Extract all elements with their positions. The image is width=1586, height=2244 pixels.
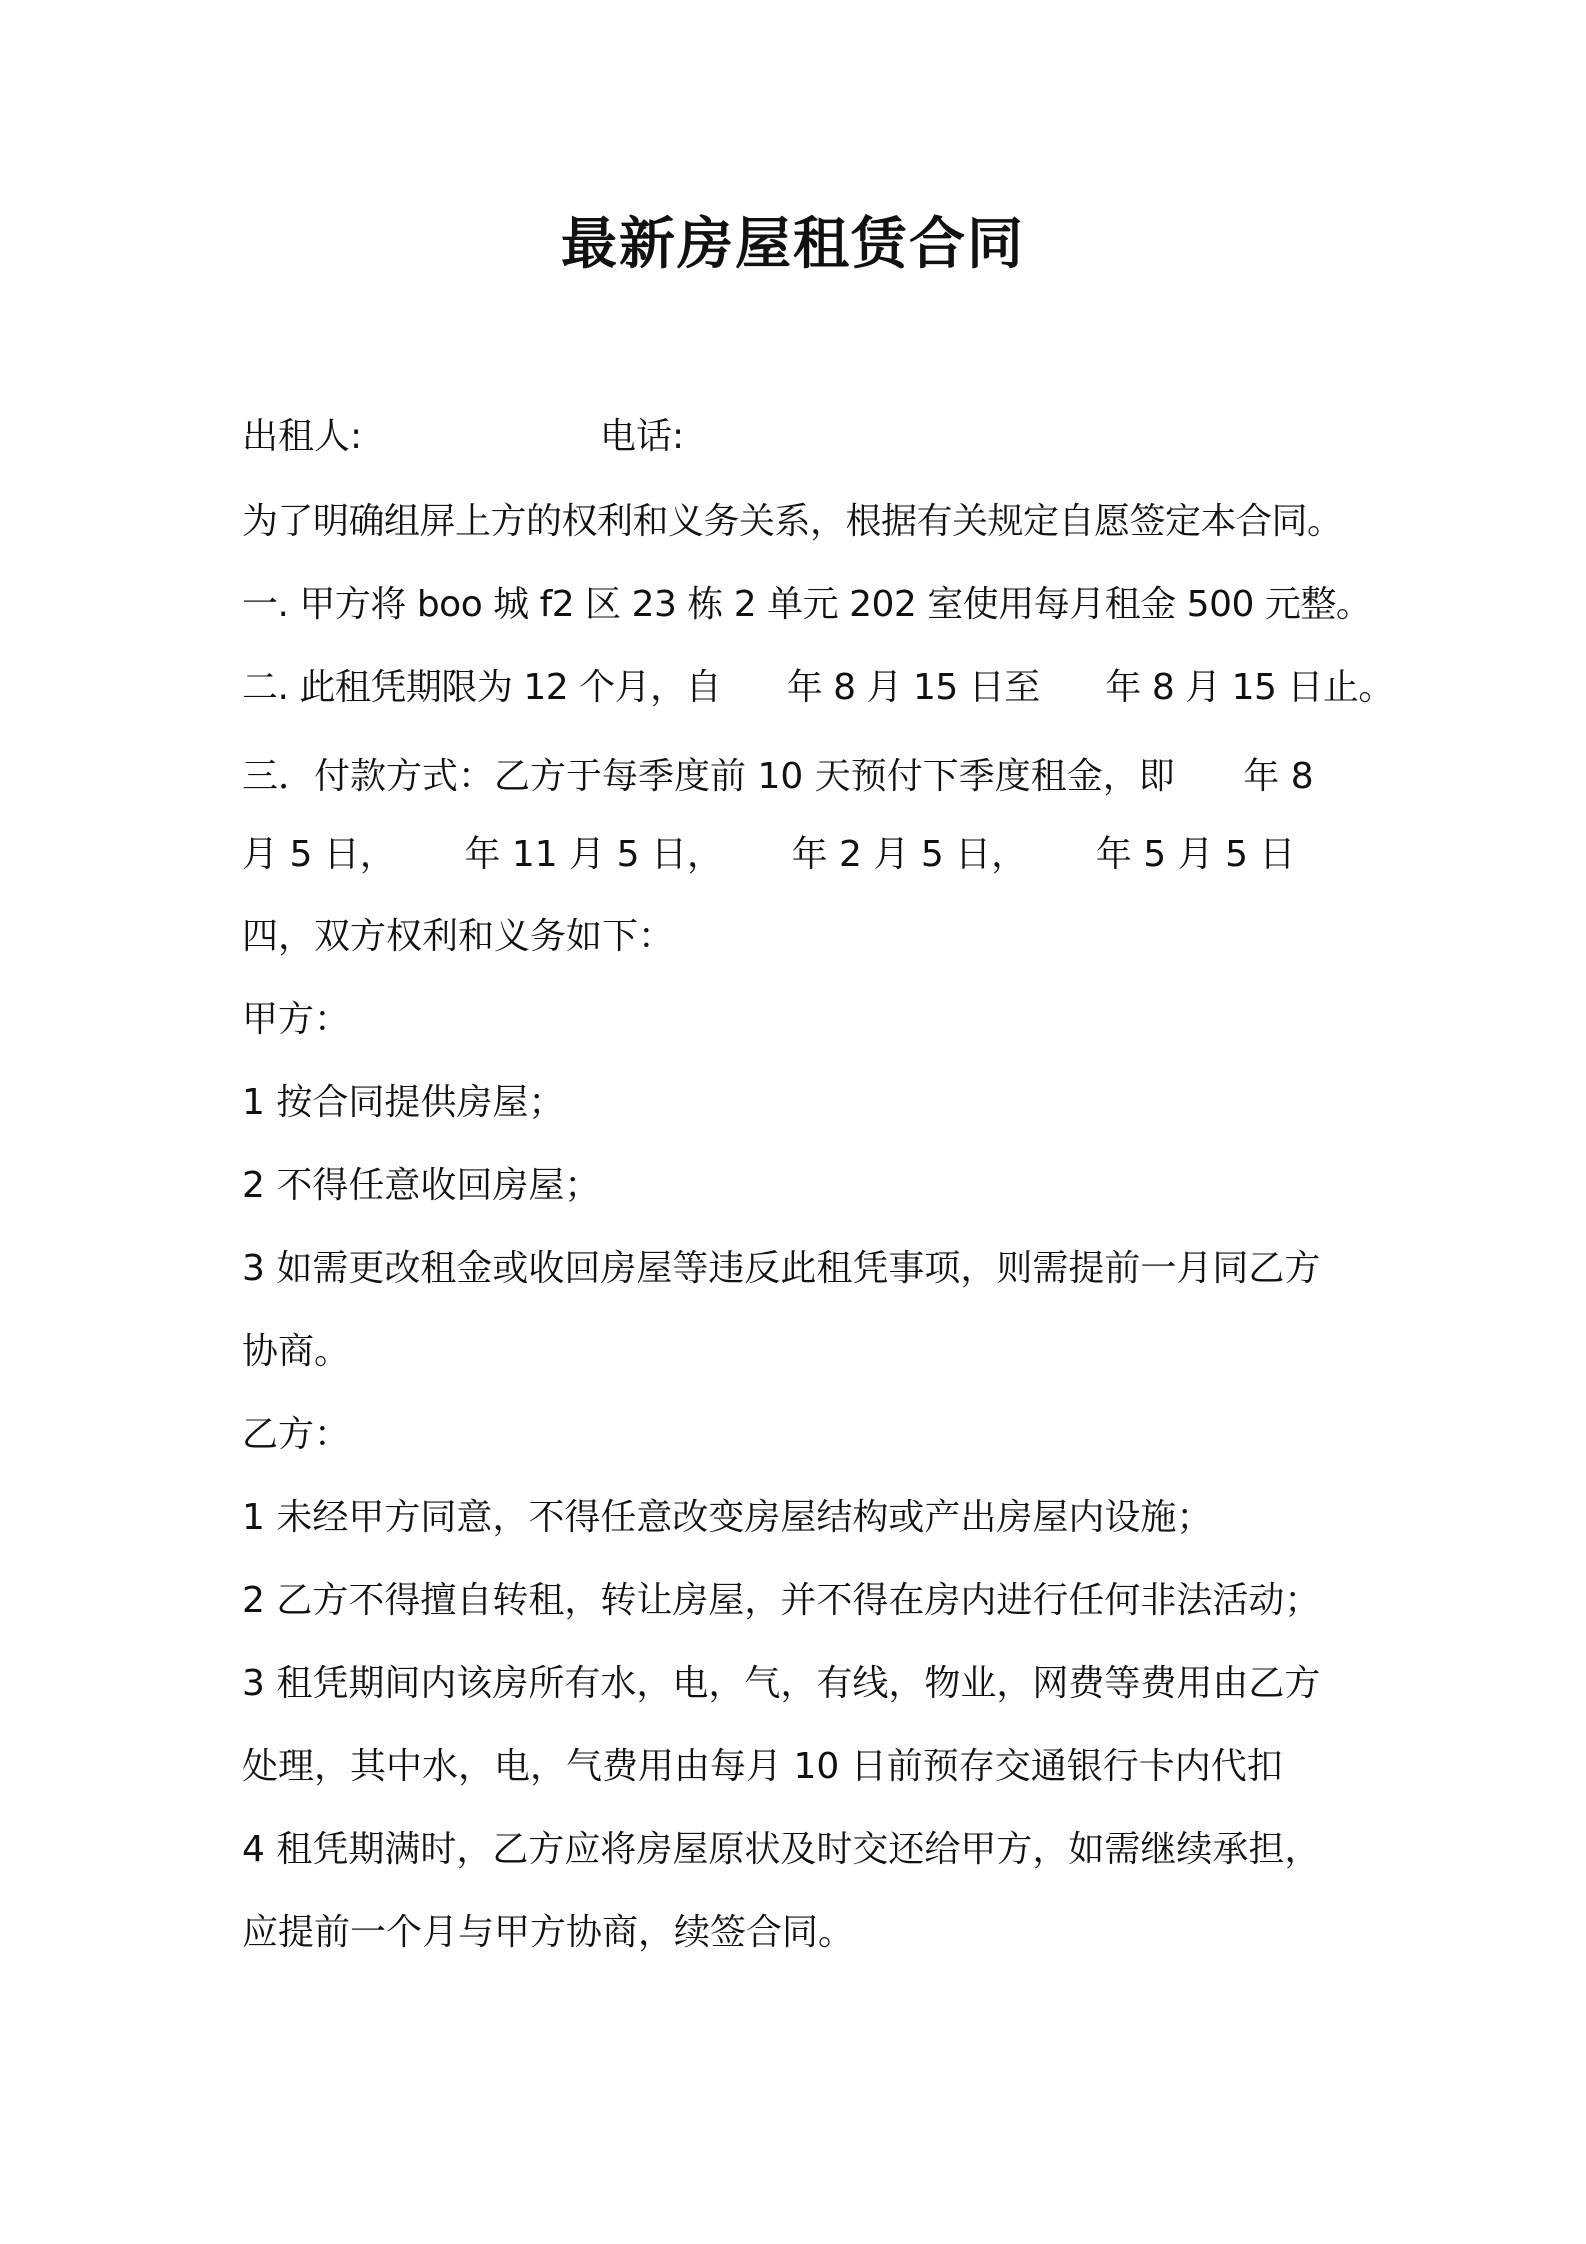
party-a-item: 协商。 [242,1331,351,1372]
landlord-label: 出租人: [242,416,363,457]
party-a-label: 甲方： [242,999,351,1040]
party-b-item: 4 租凭期满时，乙方应将房屋原状及时交还给甲方，如需继续承担， [242,1829,1321,1870]
party-b-item: 应提前一个月与甲方协商，续签合同。 [242,1912,855,1953]
party-a-item: 2 不得任意收回房屋； [242,1165,601,1206]
preamble: 为了明确组屏上方的权利和义务关系，根据有关规定自愿签定本合同。 [242,501,1343,542]
phone-label: 电话: [600,416,685,457]
clause-4-heading: 四，双方权利和义务如下： [242,916,675,957]
party-b-item: 1 未经甲方同意，不得任意改变房屋结构或产出房屋内设施； [242,1497,1213,1538]
party-a-item: 1 按合同提供房屋； [242,1082,565,1123]
party-b-item: 3 租凭期间内该房所有水，电，气，有线，物业，网费等费用由乙方 [242,1663,1321,1704]
party-a-item: 3 如需更改租金或收回房屋等违反此租凭事项，则需提前一月同乙方 [242,1248,1321,1289]
clause-2: 二. 此租凭期限为 12 个月，自 年 8 月 15 日至 年 8 月 15 日止。 [242,667,1394,708]
clause-3-line-2: 月 5 日， 年 11 月 5 日， 年 2 月 5 日， 年 5 月 5 日 [242,834,1296,875]
document-title: 最新房屋租赁合同 [561,212,1025,277]
party-b-item: 2 乙方不得擅自转租，转让房屋，并不得在房内进行任何非法活动； [242,1580,1321,1621]
clause-3-line-1: 三．付款方式：乙方于每季度前 10 天预付下季度租金，即 年 8 [242,756,1314,797]
party-b-label: 乙方： [242,1414,351,1455]
clause-1: 一. 甲方将 boo 城 f2 区 23 栋 2 单元 202 室使用每月租金 500 元整。 [242,584,1372,625]
party-b-item: 处理，其中水，电，气费用由每月 10 日前预存交通银行卡内代扣 [242,1746,1283,1787]
